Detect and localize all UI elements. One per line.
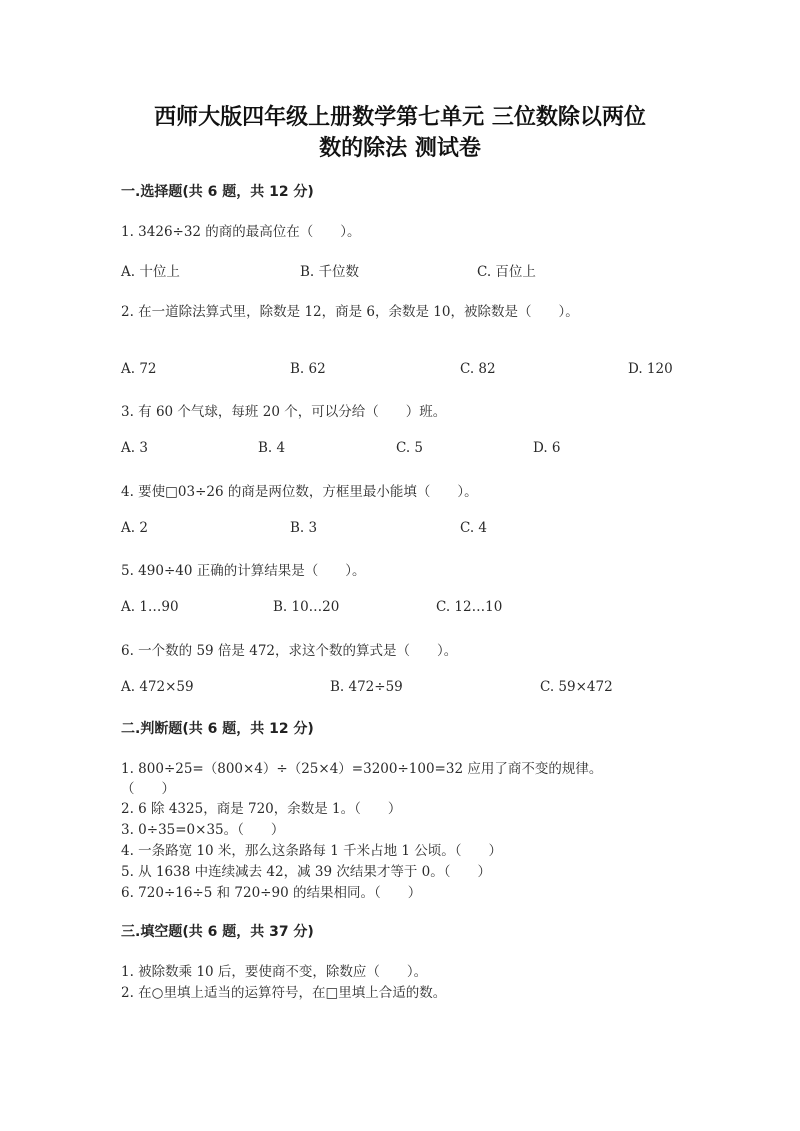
q3-option-b: B. 4 <box>258 440 286 456</box>
judgment-item-4: 4. 一条路宽 10 米，那么这条路每 1 千米占地 1 公顷。（ ） <box>121 843 503 859</box>
question-3: 3. 有 60 个气球，每班 20 个，可以分给（ ）班。 <box>121 404 447 420</box>
q6-option-c: C. 59×472 <box>540 679 613 695</box>
judgment-item-3: 3. 0÷35=0×35。（ ） <box>121 822 285 838</box>
q6-option-b: B. 472÷59 <box>330 679 403 695</box>
section-heading-fill: 三.填空题(共 6 题，共 37 分) <box>121 924 314 940</box>
judgment-item-1-bracket: （ ） <box>121 781 175 797</box>
q6-option-a: A. 472×59 <box>121 679 194 695</box>
q3-option-a: A. 3 <box>121 440 148 456</box>
q4-option-b: B. 3 <box>290 520 318 536</box>
fill-item-2: 2. 在○里填上适当的运算符号，在□里填上合适的数。 <box>121 985 447 1001</box>
q2-option-b: B. 62 <box>290 361 326 377</box>
q5-option-c: C. 12…10 <box>436 599 503 615</box>
question-6: 6. 一个数的 59 倍是 472，求这个数的算式是（ ）。 <box>121 643 458 659</box>
question-1: 1. 3426÷32 的商的最高位在（ ）。 <box>121 224 361 240</box>
question-4: 4. 要使□03÷26 的商是两位数，方框里最小能填（ ）。 <box>121 484 478 500</box>
page-title-line-2: 数的除法 测试卷 <box>319 136 481 161</box>
judgment-item-6: 6. 720÷16÷5 和 720÷90 的结果相同。（ ） <box>121 885 422 901</box>
q2-option-a: A. 72 <box>121 361 157 377</box>
q1-option-a: A. 十位上 <box>121 264 180 280</box>
q5-option-a: A. 1…90 <box>121 599 179 615</box>
q5-option-b: B. 10…20 <box>273 599 340 615</box>
q2-option-c: C. 82 <box>460 361 496 377</box>
page-title-line-1: 西师大版四年级上册数学第七单元 三位数除以两位 <box>154 105 646 130</box>
q4-option-a: A. 2 <box>121 520 148 536</box>
fill-item-1: 1. 被除数乘 10 后，要使商不变，除数应（ ）。 <box>121 964 428 980</box>
judgment-item-5: 5. 从 1638 中连续减去 42，减 39 次结果才等于 0。（ ） <box>121 864 491 880</box>
judgment-item-2: 2. 6 除 4325，商是 720，余数是 1。（ ） <box>121 801 402 817</box>
question-2: 2. 在一道除法算式里，除数是 12，商是 6，余数是 10，被除数是（ ）。 <box>121 304 579 320</box>
section-heading-choice: 一.选择题(共 6 题，共 12 分) <box>121 184 314 200</box>
q2-option-d: D. 120 <box>628 361 673 377</box>
judgment-item-1: 1. 800÷25=（800×4）÷（25×4）=3200÷100=32 应用了商不变的规律。 <box>121 761 603 777</box>
q1-option-b: B. 千位数 <box>300 264 360 280</box>
q4-option-c: C. 4 <box>460 520 488 536</box>
q3-option-c: C. 5 <box>396 440 424 456</box>
question-5: 5. 490÷40 正确的计算结果是（ ）。 <box>121 563 366 579</box>
q1-option-c: C. 百位上 <box>477 264 536 280</box>
q3-option-d: D. 6 <box>533 440 561 456</box>
section-heading-judgment: 二.判断题(共 6 题，共 12 分) <box>121 721 314 737</box>
